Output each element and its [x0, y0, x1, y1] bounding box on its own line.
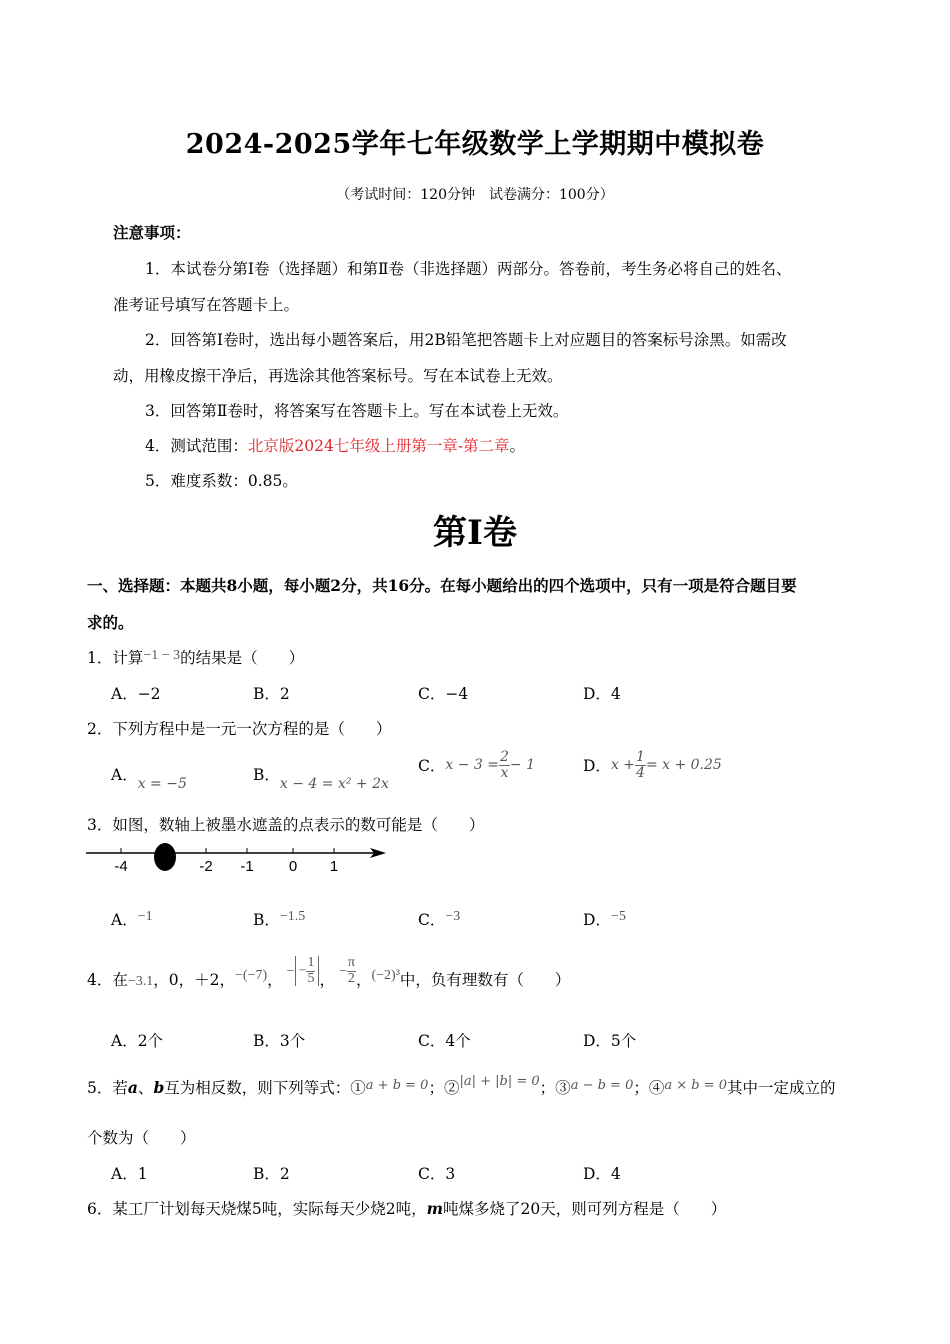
section-instruction-line-2: 求的。	[87, 613, 134, 632]
axis-label-minus-1: -1	[240, 858, 254, 875]
q2-c-right: − 1	[509, 757, 536, 774]
q2-d-left: x +	[610, 757, 636, 774]
q5-suffix: 其中一定成立的	[727, 1079, 836, 1097]
notice-item-4-suffix: 。	[509, 437, 526, 455]
q3-label-a: A．	[111, 911, 138, 929]
q4-n3-left: −	[286, 964, 295, 980]
q5-sep2: ；③	[539, 1079, 571, 1097]
q5-var-a: a	[127, 1078, 138, 1097]
q3-option-c[interactable]	[418, 908, 460, 930]
notice-heading: 注意事项：	[113, 223, 191, 242]
q1-prefix: 1．计算	[87, 649, 144, 667]
q5-prefix: 5．若	[87, 1079, 128, 1097]
question-6-stem	[87, 1197, 726, 1219]
q3-label-c: C．	[418, 911, 446, 929]
number-line-figure	[84, 838, 394, 878]
q2-label-c: C．	[418, 757, 446, 776]
notice-item-4-prefix: 4．测试范围：	[145, 437, 248, 455]
q6-var-m: m	[426, 1199, 443, 1218]
q5-option-b[interactable]: B．2	[253, 1165, 290, 1183]
question-1-stem	[87, 646, 304, 668]
q3-label-d: D．	[583, 911, 611, 929]
q4-abs-value	[295, 956, 320, 986]
axis-label-0: 0	[288, 858, 298, 875]
q4-n2: −(−7)	[235, 968, 268, 984]
q2-d-num: 1	[636, 749, 645, 765]
q2-c-fraction	[499, 750, 510, 780]
q2-c-left: x − 3 =	[445, 757, 499, 774]
q4-sep2: ，	[267, 971, 283, 990]
question-5-stem	[87, 1076, 836, 1098]
q2-d-right: = x + 0.25	[645, 757, 722, 774]
q2-c-num: 2	[500, 749, 509, 765]
q3-value-b: −1.5	[279, 909, 306, 924]
q1-option-d[interactable]: D．4	[583, 685, 621, 703]
q4-option-c[interactable]: C．4个	[418, 1032, 471, 1050]
q5-sep1: ；②	[428, 1079, 460, 1097]
question-2-stem: 2．下列方程中是一元一次方程的是（ ）	[87, 720, 392, 738]
q4-n3-inner-sign: −	[298, 963, 307, 979]
q4-prefix: 4．在	[87, 971, 128, 990]
ink-blot	[154, 843, 176, 871]
axis-label-minus-2: -2	[199, 858, 213, 875]
section-title: 第Ⅰ卷	[433, 513, 517, 553]
test-scope: 北京版2024七年级上册第一章-第二章	[247, 437, 510, 455]
q2-d-den: 4	[636, 764, 645, 781]
q1-option-a[interactable]: A．−2	[111, 685, 161, 703]
q6-prefix: 6．某工厂计划每天烧煤5吨，实际每天少烧2吨，	[87, 1200, 427, 1218]
q3-value-c: −3	[445, 909, 461, 924]
notice-item-2-line-2: 动，用橡皮擦干净后，再选涂其他答案标号。写在本试卷上无效。	[113, 367, 563, 385]
q1-expression: −1 − 3	[143, 648, 181, 663]
q4-n3-fraction	[306, 956, 315, 986]
q2-label-b: B．	[253, 766, 280, 784]
q2-option-c[interactable]	[418, 750, 535, 780]
q4-sep1: ，0，＋2，	[153, 971, 236, 990]
q5-eq1: a + b = 0	[365, 1078, 429, 1093]
q5-option-c[interactable]: C．3	[418, 1165, 456, 1183]
q2-expr-b: x − 4 = x² + 2x	[279, 776, 389, 792]
notice-item-5: 5．难度系数：0.85。	[145, 472, 298, 490]
q2-expr-a: x = −5	[137, 776, 187, 792]
q6-suffix: 吨煤多烧了20天，则可列方程是（ ）	[443, 1200, 727, 1218]
q4-n1: −3.1	[127, 974, 154, 990]
notice-item-2-line-1: 2．回答第Ⅰ卷时，选出每小题答案后，用2B铅笔把答题卡上对应题目的答案标号涂黑。如需改	[145, 331, 787, 349]
q5-eq3: a − b = 0	[570, 1078, 634, 1093]
q4-suffix: 中，负有理数有（ ）	[399, 971, 571, 990]
question-3-stem: 3．如图，数轴上被墨水遮盖的点表示的数可能是（ ）	[87, 816, 485, 834]
q2-label-a: A．	[111, 766, 138, 784]
q4-sep3: ，	[319, 971, 335, 990]
q2-d-fraction	[635, 750, 646, 780]
q3-value-d: −5	[610, 909, 626, 924]
q5-option-a[interactable]: A．1	[111, 1165, 148, 1183]
q2-label-d: D．	[583, 757, 611, 776]
q5-mid1: 、	[137, 1079, 154, 1097]
axis-label-1: 1	[329, 858, 339, 875]
q4-n4-fraction	[347, 956, 356, 986]
q4-option-a[interactable]: A．2个	[111, 1032, 164, 1050]
q2-c-den: x	[500, 764, 509, 781]
q1-option-c[interactable]: C．−4	[418, 685, 469, 703]
notice-item-1-line-1: 1．本试卷分第Ⅰ卷（选择题）和第Ⅱ卷（非选择题）两部分。答卷前，考生务必将自己的姓名、	[145, 260, 792, 278]
q2-option-d[interactable]	[583, 750, 722, 780]
q4-n5: (−2)³	[371, 968, 400, 984]
q4-n4-den: 2	[347, 970, 355, 986]
q5-eq2: |a| + |b| = 0	[459, 1074, 540, 1089]
q3-option-a[interactable]	[111, 908, 153, 930]
q2-option-a[interactable]	[111, 763, 187, 792]
q3-label-b: B．	[253, 911, 280, 929]
q5-var-b: b	[153, 1078, 165, 1097]
q4-option-d[interactable]: D．5个	[583, 1032, 637, 1050]
question-5-line-2: 个数为（ ）	[87, 1129, 196, 1147]
q5-eq4: a × b = 0	[664, 1078, 728, 1093]
q4-n3-num: 1	[307, 955, 315, 970]
q3-value-a: −1	[137, 909, 153, 924]
question-4-stem	[87, 955, 571, 990]
q4-sep4: ，	[355, 971, 372, 990]
q1-suffix: 的结果是（ ）	[180, 649, 305, 667]
q1-option-b[interactable]: B．2	[253, 685, 290, 703]
q4-n4-left: −	[338, 964, 347, 980]
q2-option-b[interactable]	[253, 763, 389, 792]
q4-n3-den: 5	[307, 970, 315, 986]
q4-option-b[interactable]: B．3个	[253, 1032, 306, 1050]
notice-item-3: 3．回答第Ⅱ卷时，将答案写在答题卡上。写在本试卷上无效。	[145, 402, 569, 420]
q5-option-d[interactable]: D．4	[583, 1165, 621, 1183]
q5-mid2: 互为相反数，则下列等式：①	[164, 1079, 366, 1097]
q3-option-d[interactable]	[583, 908, 626, 930]
q3-option-b[interactable]	[253, 908, 305, 930]
exam-info: （考试时间：120分钟 试卷满分：100分）	[336, 187, 614, 203]
axis-label-minus-4: -4	[114, 858, 128, 875]
notice-item-1-line-2: 准考证号填写在答题卡上。	[113, 296, 300, 314]
page-title: 2024-2025学年七年级数学上学期期中模拟卷	[185, 129, 765, 160]
section-instruction-line-1: 一、选择题：本题共8小题，每小题2分，共16分。在每小题给出的四个选项中，只有一项是符合题目要	[87, 576, 797, 595]
q5-sep3: ；④	[633, 1079, 665, 1097]
q4-n4-num: π	[347, 955, 355, 970]
notice-item-4	[145, 434, 525, 456]
